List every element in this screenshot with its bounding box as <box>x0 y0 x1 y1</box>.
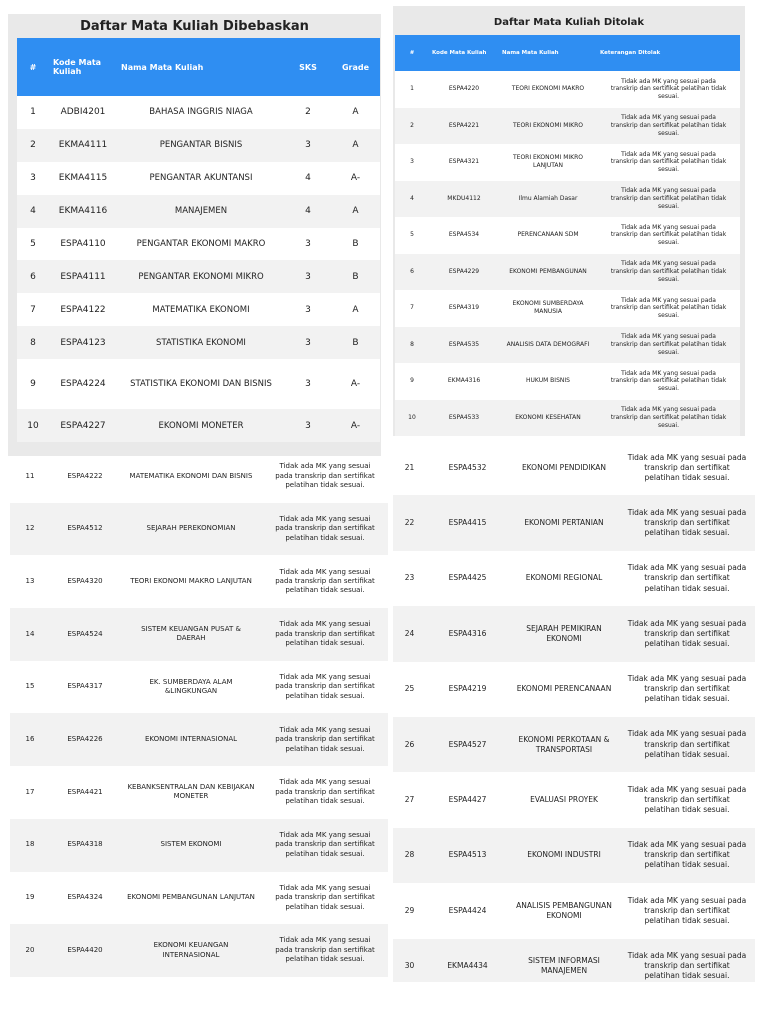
cell-keterangan: Tidak ada MK yang sesuai pada transkrip dan sertifikat pelatihan tidak sesuai. <box>597 217 740 254</box>
table-row <box>393 883 755 938</box>
table-row <box>395 327 740 364</box>
cell-nama: BAHASA INGGRIS NIAGA <box>117 96 285 129</box>
cell-kode: ESPA4534 <box>429 217 499 254</box>
cell-kode: ESPA4226 <box>50 713 120 766</box>
cell-nama: EKONOMI KESEHATAN <box>499 400 597 437</box>
panel-ditolak-lanjutan-a <box>10 460 388 982</box>
cell-keterangan: Tidak ada MK yang sesuai pada transkrip dan sertifikat pelatihan tidak sesuai. <box>619 939 755 982</box>
table-row <box>10 819 388 872</box>
table-row <box>393 662 755 717</box>
cell-num: 14 <box>10 608 50 661</box>
cell-keterangan: Tidak ada MK yang sesuai pada transkrip dan sertifikat pelatihan tidak sesuai. <box>262 503 388 556</box>
cell-keterangan: Tidak ada MK yang sesuai pada transkrip dan sertifikat pelatihan tidak sesuai. <box>262 766 388 819</box>
dibebaskan-table <box>17 38 380 442</box>
cell-kode: MKDU4112 <box>429 181 499 218</box>
cell-keterangan: Tidak ada MK yang sesuai pada transkrip dan sertifikat pelatihan tidak sesuai. <box>619 551 755 606</box>
cell-kode: ESPA4427 <box>426 772 509 827</box>
cell-num: 10 <box>395 400 429 437</box>
cell-kode: ESPA4224 <box>49 359 117 409</box>
cell-nama: EKONOMI KEUANGAN INTERNASIONAL <box>120 924 262 977</box>
cell-nama: STATISTIKA EKONOMI DAN BISNIS <box>117 359 285 409</box>
table-row <box>10 555 388 608</box>
cell-kode: EKMA4111 <box>49 129 117 162</box>
cell-num: 16 <box>10 713 50 766</box>
cell-kode: EKMA4115 <box>49 162 117 195</box>
col-header-num: # <box>395 35 429 71</box>
cell-kode: ESPA4316 <box>426 606 509 661</box>
table-row <box>17 359 380 409</box>
cell-num: 25 <box>393 662 426 717</box>
ditolak-lanjutan-b-body <box>393 440 755 982</box>
table-row <box>10 766 388 819</box>
cell-num: 4 <box>395 181 429 218</box>
cell-num: 4 <box>17 195 49 228</box>
table-row <box>17 162 380 195</box>
panel-ditolak-lanjutan-b <box>393 440 755 982</box>
table-row <box>393 551 755 606</box>
cell-num: 11 <box>10 460 50 503</box>
cell-num: 23 <box>393 551 426 606</box>
cell-nama: HUKUM BISNIS <box>499 363 597 400</box>
cell-kode: ESPA4317 <box>50 661 120 714</box>
cell-keterangan: Tidak ada MK yang sesuai pada transkrip dan sertifikat pelatihan tidak sesuai. <box>597 327 740 364</box>
cell-sks: 3 <box>285 260 331 293</box>
table-row <box>395 363 740 400</box>
cell-sks: 4 <box>285 162 331 195</box>
cell-sks: 3 <box>285 359 331 409</box>
cell-kode: ESPA4122 <box>49 293 117 326</box>
ditolak-header-row <box>395 35 740 71</box>
dibebaskan-table-wrap <box>17 38 380 442</box>
cell-nama: KEBANKSENTRALAN DAN KEBIJAKAN MONETER <box>120 766 262 819</box>
cell-keterangan: Tidak ada MK yang sesuai pada transkrip dan sertifikat pelatihan tidak sesuai. <box>262 872 388 925</box>
cell-sks: 3 <box>285 293 331 326</box>
cell-kode: ESPA4415 <box>426 495 509 550</box>
table-row <box>395 254 740 291</box>
table-row <box>395 290 740 327</box>
table-row <box>10 503 388 556</box>
cell-keterangan: Tidak ada MK yang sesuai pada transkrip dan sertifikat pelatihan tidak sesuai. <box>619 883 755 938</box>
cell-keterangan: Tidak ada MK yang sesuai pada transkrip dan sertifikat pelatihan tidak sesuai. <box>262 460 388 503</box>
cell-num: 27 <box>393 772 426 827</box>
cell-keterangan: Tidak ada MK yang sesuai pada transkrip dan sertifikat pelatihan tidak sesuai. <box>262 819 388 872</box>
cell-num: 5 <box>395 217 429 254</box>
cell-num: 5 <box>17 228 49 261</box>
cell-nama: EKONOMI MONETER <box>117 409 285 442</box>
col-header-grade: Grade <box>331 38 380 96</box>
ditolak-table <box>395 35 740 436</box>
cell-nama: STATISTIKA EKONOMI <box>117 326 285 359</box>
cell-grade: A <box>331 96 380 129</box>
cell-num: 20 <box>10 924 50 977</box>
ditolak-lanjutan-a-body <box>10 460 388 977</box>
cell-kode: ESPA4320 <box>50 555 120 608</box>
cell-keterangan: Tidak ada MK yang sesuai pada transkrip dan sertifikat pelatihan tidak sesuai. <box>597 108 740 145</box>
cell-kode: ESPA4421 <box>50 766 120 819</box>
cell-kode: ESPA4424 <box>426 883 509 938</box>
cell-nama: SISTEM KEUANGAN PUSAT & DAERAH <box>120 608 262 661</box>
col-header-nama: Nama Mata Kuliah <box>499 35 597 71</box>
cell-keterangan: Tidak ada MK yang sesuai pada transkrip dan sertifikat pelatihan tidak sesuai. <box>262 555 388 608</box>
cell-keterangan: Tidak ada MK yang sesuai pada transkrip dan sertifikat pelatihan tidak sesuai. <box>597 290 740 327</box>
cell-keterangan: Tidak ada MK yang sesuai pada transkrip dan sertifikat pelatihan tidak sesuai. <box>597 144 740 181</box>
cell-keterangan: Tidak ada MK yang sesuai pada transkrip dan sertifikat pelatihan tidak sesuai. <box>262 661 388 714</box>
cell-nama: Ilmu Alamiah Dasar <box>499 181 597 218</box>
cell-nama: TEORI EKONOMI MAKRO <box>499 71 597 108</box>
cell-kode: ESPA4221 <box>429 108 499 145</box>
cell-keterangan: Tidak ada MK yang sesuai pada transkrip dan sertifikat pelatihan tidak sesuai. <box>597 254 740 291</box>
cell-keterangan: Tidak ada MK yang sesuai pada transkrip dan sertifikat pelatihan tidak sesuai. <box>619 772 755 827</box>
cell-nama: EK. SUMBERDAYA ALAM &LINGKUNGAN <box>120 661 262 714</box>
panel-ditolak <box>393 6 745 436</box>
cell-num: 7 <box>17 293 49 326</box>
cell-keterangan: Tidak ada MK yang sesuai pada transkrip dan sertifikat pelatihan tidak sesuai. <box>619 662 755 717</box>
cell-kode: ESPA4227 <box>49 409 117 442</box>
cell-keterangan: Tidak ada MK yang sesuai pada transkrip dan sertifikat pelatihan tidak sesuai. <box>597 363 740 400</box>
cell-grade: A <box>331 129 380 162</box>
cell-kode: EKMA4316 <box>429 363 499 400</box>
cell-kode: ESPA4123 <box>49 326 117 359</box>
cell-grade: A- <box>331 162 380 195</box>
cell-nama: PENGANTAR AKUNTANSI <box>117 162 285 195</box>
col-header-keterangan: Keterangan Ditolak <box>597 35 740 71</box>
cell-kode: ESPA4513 <box>426 828 509 883</box>
cell-kode: ESPA4222 <box>50 460 120 503</box>
table-row <box>17 96 380 129</box>
cell-nama: TEORI EKONOMI MIKRO <box>499 108 597 145</box>
cell-keterangan: Tidak ada MK yang sesuai pada transkrip dan sertifikat pelatihan tidak sesuai. <box>262 608 388 661</box>
cell-num: 18 <box>10 819 50 872</box>
cell-num: 1 <box>395 71 429 108</box>
cell-kode: ESPA4229 <box>429 254 499 291</box>
cell-kode: ESPA4321 <box>429 144 499 181</box>
cell-grade: B <box>331 326 380 359</box>
cell-kode: EKMA4116 <box>49 195 117 228</box>
cell-kode: ESPA4425 <box>426 551 509 606</box>
table-row <box>17 326 380 359</box>
table-row <box>17 409 380 442</box>
cell-nama: EKONOMI PERKOTAAN & TRANSPORTASI <box>509 717 619 772</box>
cell-nama: EKONOMI REGIONAL <box>509 551 619 606</box>
cell-sks: 4 <box>285 195 331 228</box>
cell-nama: EKONOMI SUMBERDAYA MANUSIA <box>499 290 597 327</box>
cell-keterangan: Tidak ada MK yang sesuai pada transkrip dan sertifikat pelatihan tidak sesuai. <box>597 400 740 437</box>
table-row <box>395 144 740 181</box>
cell-num: 24 <box>393 606 426 661</box>
cell-kode: ESPA4219 <box>426 662 509 717</box>
table-row <box>17 293 380 326</box>
cell-keterangan: Tidak ada MK yang sesuai pada transkrip dan sertifikat pelatihan tidak sesuai. <box>619 606 755 661</box>
cell-nama: EKONOMI PEMBANGUNAN <box>499 254 597 291</box>
table-row <box>395 181 740 218</box>
cell-kode: ESPA4533 <box>429 400 499 437</box>
cell-grade: A- <box>331 359 380 409</box>
cell-num: 21 <box>393 440 426 495</box>
cell-num: 29 <box>393 883 426 938</box>
table-row <box>395 400 740 437</box>
cell-sks: 3 <box>285 129 331 162</box>
cell-keterangan: Tidak ada MK yang sesuai pada transkrip dan sertifikat pelatihan tidak sesuai. <box>262 713 388 766</box>
ditolak-table-wrap <box>395 35 740 436</box>
ditolak-title: Daftar Mata Kuliah Ditolak <box>493 17 645 28</box>
dibebaskan-header-row <box>17 38 380 96</box>
cell-num: 8 <box>395 327 429 364</box>
cell-nama: TEORI EKONOMI MAKRO LANJUTAN <box>120 555 262 608</box>
cell-kode: EKMA4434 <box>426 939 509 982</box>
table-row <box>10 608 388 661</box>
cell-kode: ADBI4201 <box>49 96 117 129</box>
cell-keterangan: Tidak ada MK yang sesuai pada transkrip dan sertifikat pelatihan tidak sesuai. <box>597 181 740 218</box>
cell-num: 9 <box>17 359 49 409</box>
cell-nama: ANALISIS PEMBANGUNAN EKONOMI <box>509 883 619 938</box>
cell-nama: SEJARAH PEREKONOMIAN <box>120 503 262 556</box>
cell-num: 22 <box>393 495 426 550</box>
cell-num: 28 <box>393 828 426 883</box>
cell-kode: ESPA4220 <box>429 71 499 108</box>
table-row <box>17 260 380 293</box>
col-header-kode: Kode Mata Kuliah <box>429 35 499 71</box>
col-header-sks: SKS <box>285 38 331 96</box>
table-row <box>393 772 755 827</box>
table-row <box>10 924 388 977</box>
cell-nama: PENGANTAR BISNIS <box>117 129 285 162</box>
cell-kode: ESPA4512 <box>50 503 120 556</box>
cell-num: 10 <box>17 409 49 442</box>
cell-nama: EKONOMI INDUSTRI <box>509 828 619 883</box>
cell-kode: ESPA4527 <box>426 717 509 772</box>
cell-grade: B <box>331 260 380 293</box>
cell-nama: EKONOMI PERENCANAAN <box>509 662 619 717</box>
table-row <box>10 460 388 503</box>
cell-keterangan: Tidak ada MK yang sesuai pada transkrip dan sertifikat pelatihan tidak sesuai. <box>619 828 755 883</box>
ditolak-lanjutan-a-table <box>10 460 388 977</box>
cell-nama: MANAJEMEN <box>117 195 285 228</box>
ditolak-table-body <box>395 71 740 436</box>
cell-kode: ESPA4532 <box>426 440 509 495</box>
cell-num: 15 <box>10 661 50 714</box>
cell-nama: SISTEM EKONOMI <box>120 819 262 872</box>
cell-kode: ESPA4420 <box>50 924 120 977</box>
cell-nama: PERENCANAAN SDM <box>499 217 597 254</box>
cell-sks: 2 <box>285 96 331 129</box>
cell-grade: A <box>331 195 380 228</box>
cell-kode: ESPA4535 <box>429 327 499 364</box>
cell-keterangan: Tidak ada MK yang sesuai pada transkrip dan sertifikat pelatihan tidak sesuai. <box>619 495 755 550</box>
table-row <box>393 440 755 495</box>
cell-sks: 3 <box>285 228 331 261</box>
cell-nama: ANALISIS DATA DEMOGRAFI <box>499 327 597 364</box>
ditolak-lanjutan-b-table <box>393 440 755 982</box>
dibebaskan-title: Daftar Mata Kuliah Dibebaskan <box>80 19 309 34</box>
cell-num: 26 <box>393 717 426 772</box>
cell-num: 19 <box>10 872 50 925</box>
col-header-nama: Nama Mata Kuliah <box>117 38 285 96</box>
cell-keterangan: Tidak ada MK yang sesuai pada transkrip dan sertifikat pelatihan tidak sesuai. <box>619 717 755 772</box>
cell-kode: ESPA4524 <box>50 608 120 661</box>
table-row <box>17 129 380 162</box>
cell-keterangan: Tidak ada MK yang sesuai pada transkrip dan sertifikat pelatihan tidak sesuai. <box>597 71 740 108</box>
table-row <box>393 717 755 772</box>
cell-kode: ESPA4111 <box>49 260 117 293</box>
table-row <box>393 606 755 661</box>
cell-num: 1 <box>17 96 49 129</box>
cell-nama: SEJARAH PEMIKIRAN EKONOMI <box>509 606 619 661</box>
cell-keterangan: Tidak ada MK yang sesuai pada transkrip dan sertifikat pelatihan tidak sesuai. <box>262 924 388 977</box>
cell-nama: EVALUASI PROYEK <box>509 772 619 827</box>
table-row <box>395 71 740 108</box>
cell-num: 2 <box>17 129 49 162</box>
cell-num: 3 <box>17 162 49 195</box>
cell-grade: A- <box>331 409 380 442</box>
cell-num: 30 <box>393 939 426 982</box>
col-header-num: # <box>17 38 49 96</box>
col-header-kode: Kode Mata Kuliah <box>49 38 117 96</box>
cell-grade: A <box>331 293 380 326</box>
table-row <box>393 828 755 883</box>
dibebaskan-table-body <box>17 96 380 442</box>
cell-num: 9 <box>395 363 429 400</box>
cell-num: 6 <box>17 260 49 293</box>
table-row <box>393 939 755 982</box>
cell-num: 13 <box>10 555 50 608</box>
table-row <box>395 217 740 254</box>
cell-nama: PENGANTAR EKONOMI MIKRO <box>117 260 285 293</box>
cell-nama: EKONOMI PEMBANGUNAN LANJUTAN <box>120 872 262 925</box>
cell-num: 3 <box>395 144 429 181</box>
cell-nama: SISTEM INFORMASI MANAJEMEN <box>509 939 619 982</box>
panel-dibebaskan <box>8 14 381 456</box>
cell-grade: B <box>331 228 380 261</box>
cell-kode: ESPA4318 <box>50 819 120 872</box>
cell-nama: EKONOMI INTERNASIONAL <box>120 713 262 766</box>
cell-nama: MATEMATIKA EKONOMI <box>117 293 285 326</box>
cell-num: 6 <box>395 254 429 291</box>
table-row <box>10 661 388 714</box>
cell-nama: EKONOMI PERTANIAN <box>509 495 619 550</box>
table-row <box>10 713 388 766</box>
cell-nama: EKONOMI PENDIDIKAN <box>509 440 619 495</box>
cell-nama: TEORI EKONOMI MIKRO LANJUTAN <box>499 144 597 181</box>
cell-sks: 3 <box>285 409 331 442</box>
cell-keterangan: Tidak ada MK yang sesuai pada transkrip dan sertifikat pelatihan tidak sesuai. <box>619 440 755 495</box>
cell-num: 17 <box>10 766 50 819</box>
table-row <box>10 872 388 925</box>
cell-kode: ESPA4324 <box>50 872 120 925</box>
table-row <box>17 195 380 228</box>
table-row <box>17 228 380 261</box>
cell-num: 12 <box>10 503 50 556</box>
cell-kode: ESPA4110 <box>49 228 117 261</box>
cell-kode: ESPA4319 <box>429 290 499 327</box>
cell-sks: 3 <box>285 326 331 359</box>
cell-num: 2 <box>395 108 429 145</box>
cell-nama: PENGANTAR EKONOMI MAKRO <box>117 228 285 261</box>
cell-num: 7 <box>395 290 429 327</box>
cell-nama: MATEMATIKA EKONOMI DAN BISNIS <box>120 460 262 503</box>
cell-num: 8 <box>17 326 49 359</box>
table-row <box>393 495 755 550</box>
table-row <box>395 108 740 145</box>
